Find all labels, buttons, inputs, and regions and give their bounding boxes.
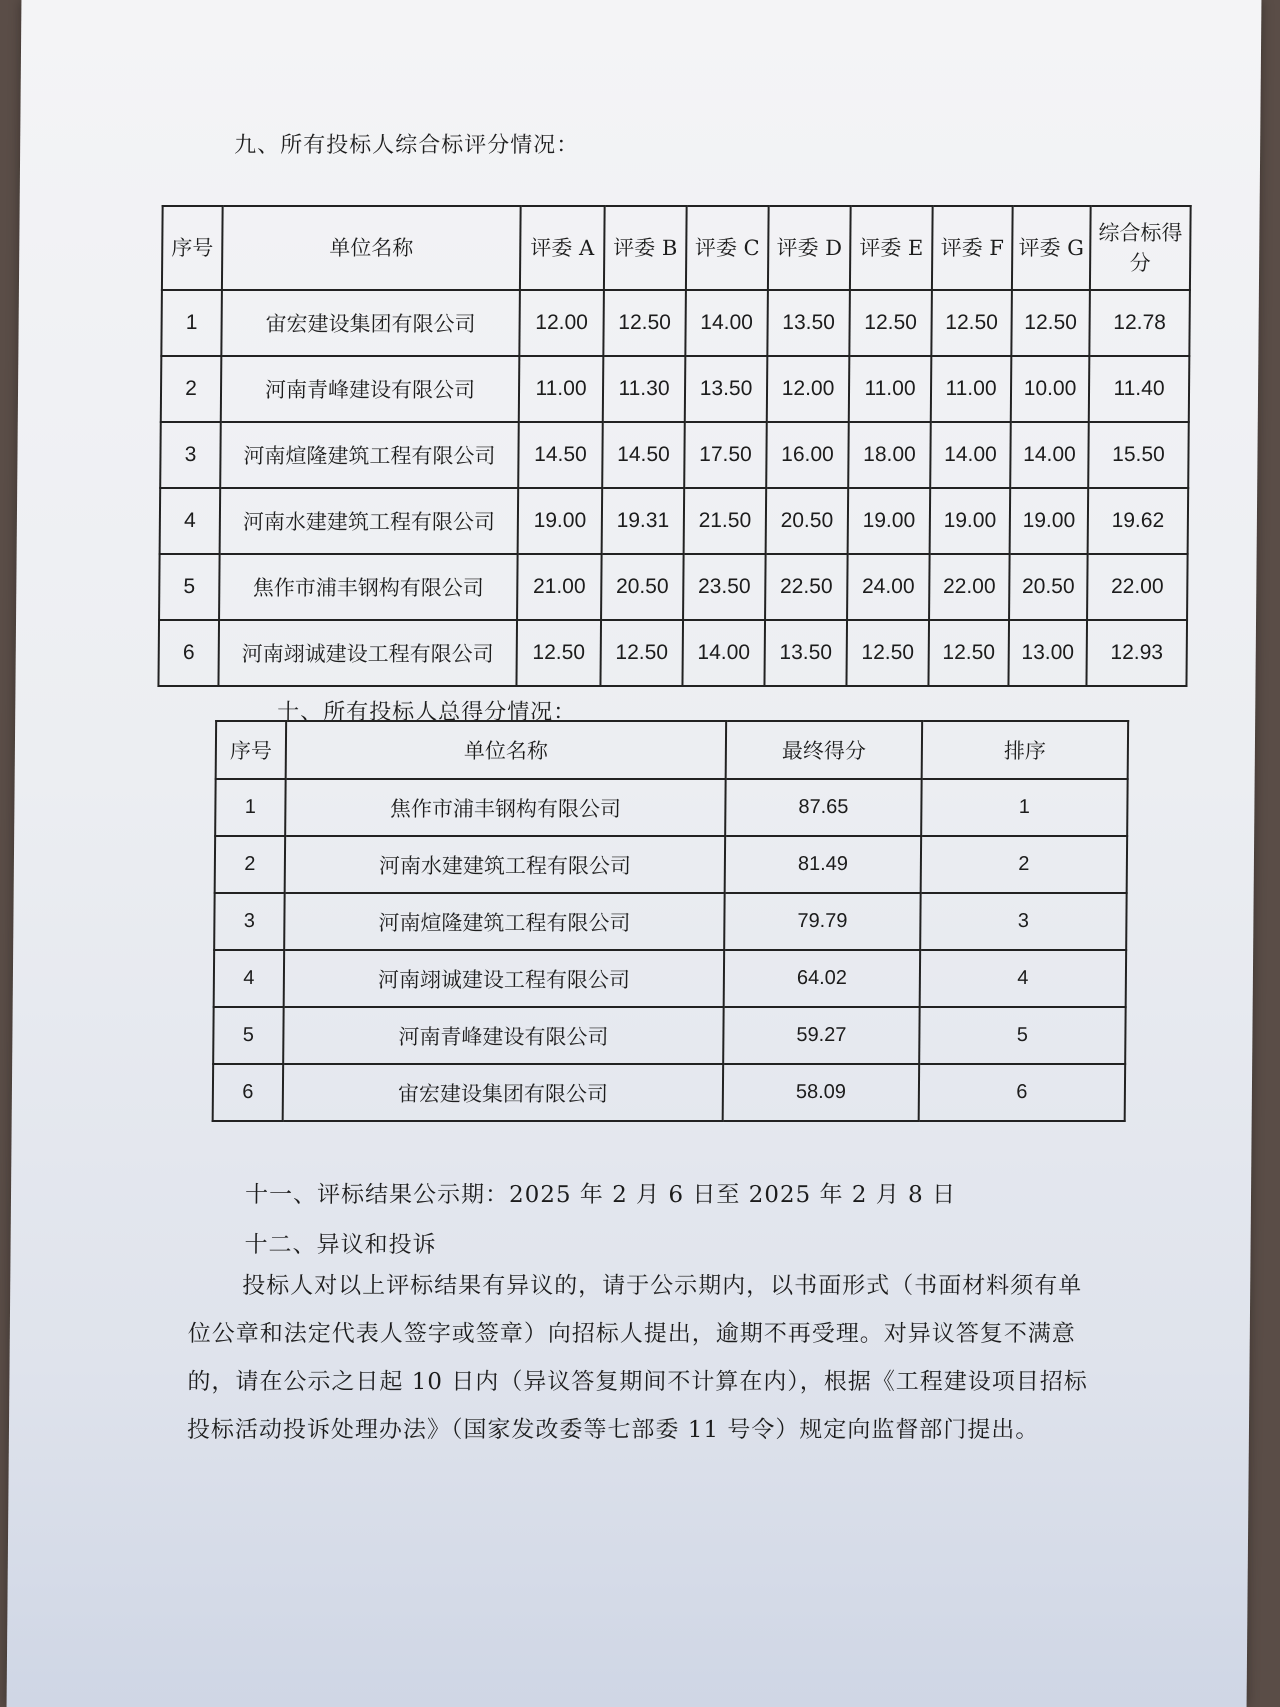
company-name-cell: 宙宏建设集团有限公司: [283, 1064, 723, 1121]
index-cell: 6: [213, 1064, 283, 1121]
score-cell: 12.50: [846, 620, 929, 686]
score-cell: 13.00: [1008, 620, 1087, 686]
score-cell: 2: [921, 836, 1127, 893]
score-cell: 12.50: [931, 290, 1012, 356]
index-cell: 3: [214, 893, 284, 950]
publicity-period: 十一、评标结果公示期：2025 年 2 月 6 日至 2025 年 2 月 8 日: [244, 1182, 957, 1208]
section-9-title: 九、所有投标人综合标评分情况：: [234, 133, 580, 158]
score-cell: 12.93: [1086, 620, 1187, 686]
header-cell: 评委 A: [520, 206, 605, 290]
score-cell: 22.50: [765, 554, 848, 620]
table-row: [161, 290, 1190, 356]
index-cell: 5: [159, 554, 220, 620]
score-cell: 19.00: [1010, 488, 1089, 554]
table-header-row: [216, 721, 1129, 779]
score-cell: 12.50: [1011, 290, 1090, 356]
section-12-title: 十二、异议和投诉: [244, 1232, 437, 1258]
score-cell: 14.00: [930, 422, 1011, 488]
score-cell: 20.50: [766, 488, 849, 554]
score-cell: 23.50: [683, 554, 766, 620]
header-cell: 评委 C: [686, 206, 769, 290]
score-cell: 3: [920, 893, 1126, 950]
score-cell: 11.30: [603, 356, 686, 422]
index-cell: 2: [161, 356, 222, 422]
document-page: [7, 0, 1262, 1707]
score-cell: 12.50: [849, 290, 932, 356]
header-cell: 最终得分: [726, 721, 923, 779]
score-cell: 20.50: [601, 554, 684, 620]
score-cell: 20.50: [1009, 554, 1088, 620]
score-cell: 16.00: [766, 422, 849, 488]
score-cell: 81.49: [725, 836, 921, 893]
company-name-cell: 河南青峰建设有限公司: [283, 1007, 723, 1064]
score-cell: 17.50: [684, 422, 767, 488]
table-row: [214, 893, 1126, 950]
company-name-cell: 河南水建建筑工程有限公司: [220, 488, 519, 554]
company-name-cell: 河南煊隆建筑工程有限公司: [284, 893, 724, 950]
score-cell: 1: [921, 779, 1127, 836]
score-cell: 18.00: [848, 422, 931, 488]
table-row: [160, 422, 1189, 488]
table-row: [215, 779, 1127, 836]
score-cell: 22.00: [929, 554, 1010, 620]
score-cell: 14.00: [685, 290, 768, 356]
score-cell: 21.00: [517, 554, 602, 620]
index-cell: 1: [161, 290, 222, 356]
score-cell: 22.00: [1087, 554, 1188, 620]
company-name-cell: 焦作市浦丰钢构有限公司: [219, 554, 518, 620]
index-cell: 4: [214, 950, 284, 1007]
header-cell: 评委 G: [1012, 206, 1091, 290]
header-cell: 评委 F: [932, 206, 1013, 290]
score-cell: 10.00: [1011, 356, 1090, 422]
score-cell: 11.40: [1089, 356, 1190, 422]
score-cell: 6: [919, 1064, 1125, 1121]
header-cell: 序号: [162, 206, 223, 290]
header-cell: 序号: [216, 721, 287, 779]
header-cell: 综合标得分: [1090, 206, 1191, 290]
score-cell: 24.00: [847, 554, 930, 620]
objection-paragraph: 投标人对以上评标结果有异议的，请于公示期内，以书面形式（书面材料须有单位公章和法定代表人签字或签章）向招标人提出，逾期不再受理。对异议答复不满意的，请在公示之日起 10 日内（异议答复期间不计算在内），根据《工程建设项目招标投标活动投诉处理办法》（国家发改委等七部委 11 号令）规定向监督部门提出。: [186, 1273, 1088, 1443]
company-name-cell: 河南青峰建设有限公司: [221, 356, 520, 422]
table-header-row: [162, 206, 1191, 290]
score-cell: 12.00: [519, 290, 604, 356]
index-cell: 2: [215, 836, 285, 893]
section-10-title: 十、所有投标人总得分情况：: [277, 700, 577, 725]
index-cell: 3: [160, 422, 221, 488]
score-cell: 14.00: [682, 620, 765, 686]
company-name-cell: 河南煊隆建筑工程有限公司: [220, 422, 519, 488]
score-cell: 19.00: [848, 488, 931, 554]
score-cell: 14.50: [602, 422, 685, 488]
table-row: [213, 1064, 1125, 1121]
table-row: [158, 620, 1187, 686]
score-cell: 4: [920, 950, 1126, 1007]
score-cell: 59.27: [723, 1007, 919, 1064]
score-cell: 12.00: [767, 356, 850, 422]
header-cell: 评委 E: [850, 206, 933, 290]
score-cell: 11.00: [849, 356, 932, 422]
header-cell: 单位名称: [222, 206, 521, 290]
score-cell: 58.09: [723, 1064, 919, 1121]
score-cell: 13.50: [764, 620, 847, 686]
score-cell: 64.02: [724, 950, 920, 1007]
table-row: [159, 554, 1188, 620]
score-cell: 14.00: [1010, 422, 1089, 488]
score-cell: 11.00: [931, 356, 1012, 422]
score-cell: 79.79: [724, 893, 920, 950]
score-cell: 19.31: [602, 488, 685, 554]
score-cell: 15.50: [1088, 422, 1189, 488]
score-cell: 12.50: [603, 290, 686, 356]
score-cell: 11.00: [519, 356, 604, 422]
score-cell: 13.50: [767, 290, 850, 356]
score-cell: 5: [919, 1007, 1125, 1064]
header-cell: 单位名称: [286, 721, 727, 779]
company-name-cell: 河南水建建筑工程有限公司: [285, 836, 725, 893]
score-cell: 21.50: [684, 488, 767, 554]
company-name-cell: 河南翊诚建设工程有限公司: [284, 950, 724, 1007]
index-cell: 4: [160, 488, 221, 554]
score-cell: 19.00: [930, 488, 1011, 554]
company-name-cell: 宙宏建设集团有限公司: [221, 290, 520, 356]
score-cell: 13.50: [685, 356, 768, 422]
company-name-cell: 河南翊诚建设工程有限公司: [218, 620, 517, 686]
index-cell: 1: [215, 779, 285, 836]
table-row: [214, 950, 1126, 1007]
table-row: [161, 356, 1190, 422]
score-cell: 12.78: [1089, 290, 1190, 356]
index-cell: 5: [213, 1007, 283, 1064]
table-row: [160, 488, 1189, 554]
score-cell: 12.50: [600, 620, 683, 686]
header-cell: 排序: [922, 721, 1129, 779]
header-cell: 评委 D: [768, 206, 851, 290]
total-score-table: [212, 720, 1130, 1122]
score-cell: 12.50: [928, 620, 1009, 686]
company-name-cell: 焦作市浦丰钢构有限公司: [285, 779, 725, 836]
index-cell: 6: [158, 620, 219, 686]
score-cell: 19.00: [518, 488, 603, 554]
table-row: [213, 1007, 1125, 1064]
score-cell: 14.50: [518, 422, 603, 488]
score-cell: 87.65: [725, 779, 921, 836]
score-cell: 19.62: [1088, 488, 1189, 554]
header-cell: 评委 B: [604, 206, 687, 290]
score-cell: 12.50: [516, 620, 601, 686]
evaluation-score-table: [157, 205, 1191, 687]
table-row: [215, 836, 1127, 893]
